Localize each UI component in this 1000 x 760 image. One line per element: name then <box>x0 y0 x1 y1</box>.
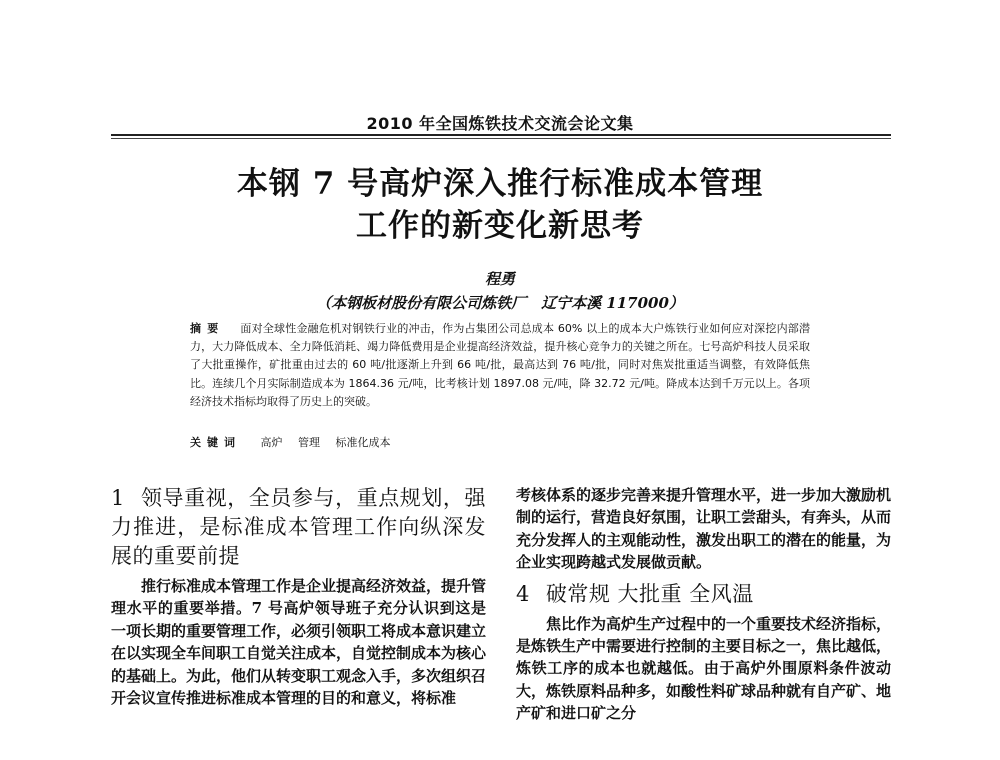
paper-title-line2: 工作的新变化新思考 <box>356 208 644 244</box>
running-header: 2010 年全国炼铁技术交流会论文集 <box>366 114 634 133</box>
keywords <box>190 434 810 450</box>
section-4-paragraph: 焦比作为高炉生产过程中的一个重要技术经济指标，是炼铁生产中需要进行控制的主要目标之一，焦比越低，炼铁工序的成本也就越低。由于高炉外围原料条件波动大，炼铁原料品种多，如酸性料矿球品种就有自产矿、地产矿和进口矿之分 <box>516 614 892 723</box>
right-column <box>516 484 891 725</box>
paper-title-line1: 本钢 7 号高炉深入推行标准成本管理 <box>236 166 764 202</box>
section-4-title: 破常规 大批重 全风温 <box>545 581 754 606</box>
continued-paragraph: 考核体系的逐步完善来提升管理水平，进一步加大激励机制的运行，营造良好氛围，让职工尝甜头，有奔头，从而充分发挥人的主观能动性，激发出职工的潜在的能量，为企业实现跨越式发展做贡献。 <box>516 486 892 572</box>
section-1-number: 1 <box>111 486 125 510</box>
abstract <box>190 320 810 411</box>
section-1-paragraph: 推行标准成本管理工作是企业提高经济效益，提升管理水平的重要举措。7 号高炉领导班子充分认识到这是一项长期的重要管理工作，必须引领职工将成本意识建立在以实现全车间职工自觉关注成本，自觉控制成本为核心的基础上。为此，他们从转变职工观念入手，多次组织召开会议宣传推进标准成本管理的目的和意义，将标准 <box>111 577 487 708</box>
keyword: 标准化成本 <box>335 436 391 449</box>
keyword: 管理 <box>298 436 320 449</box>
left-column <box>111 484 486 709</box>
header-rule-thin <box>111 138 891 139</box>
section-4-number: 4 <box>516 581 530 606</box>
header-rule-thick <box>111 134 891 136</box>
keyword: 高炉 <box>260 436 283 449</box>
keywords-label: 关键词 <box>190 436 241 449</box>
author-affiliation: （本钢板材股份有限公司炼铁厂 辽宁本溪 117000） <box>316 294 684 312</box>
section-4-heading <box>516 580 891 609</box>
section-1-heading <box>111 484 486 571</box>
abstract-label: 摘要 <box>190 322 225 335</box>
section-1-title: 领导重视，全员参与，重点规划，强力推进，是标准成本管理工作向纵深发展的重要前提 <box>111 486 486 568</box>
author-name: 程勇 <box>484 270 515 288</box>
abstract-text: 面对全球性金融危机对钢铁行业的冲击，作为占集团公司总成本 60% 以上的成本大户炼铁行业如何应对深挖内部潜力，大力降低成本、全力降低消耗、竭力降低费用是企业提高经济效益，提升核心竞争力的关键之所在。七号高炉科技人员采取了大批重操作，矿批重由过去的 60 吨/批逐渐上升到 66 吨/批，最高达到 76 吨/批，同时对焦炭批重适当调整，有效降低焦比。连续几个月实际制造成本为 1864.36 元/吨，比考核计划 1897.08 元/吨，降 32.72 元/吨。降成本达到千万元以上。各项经济技术指标均取得了历史上的突破。 <box>190 322 810 408</box>
